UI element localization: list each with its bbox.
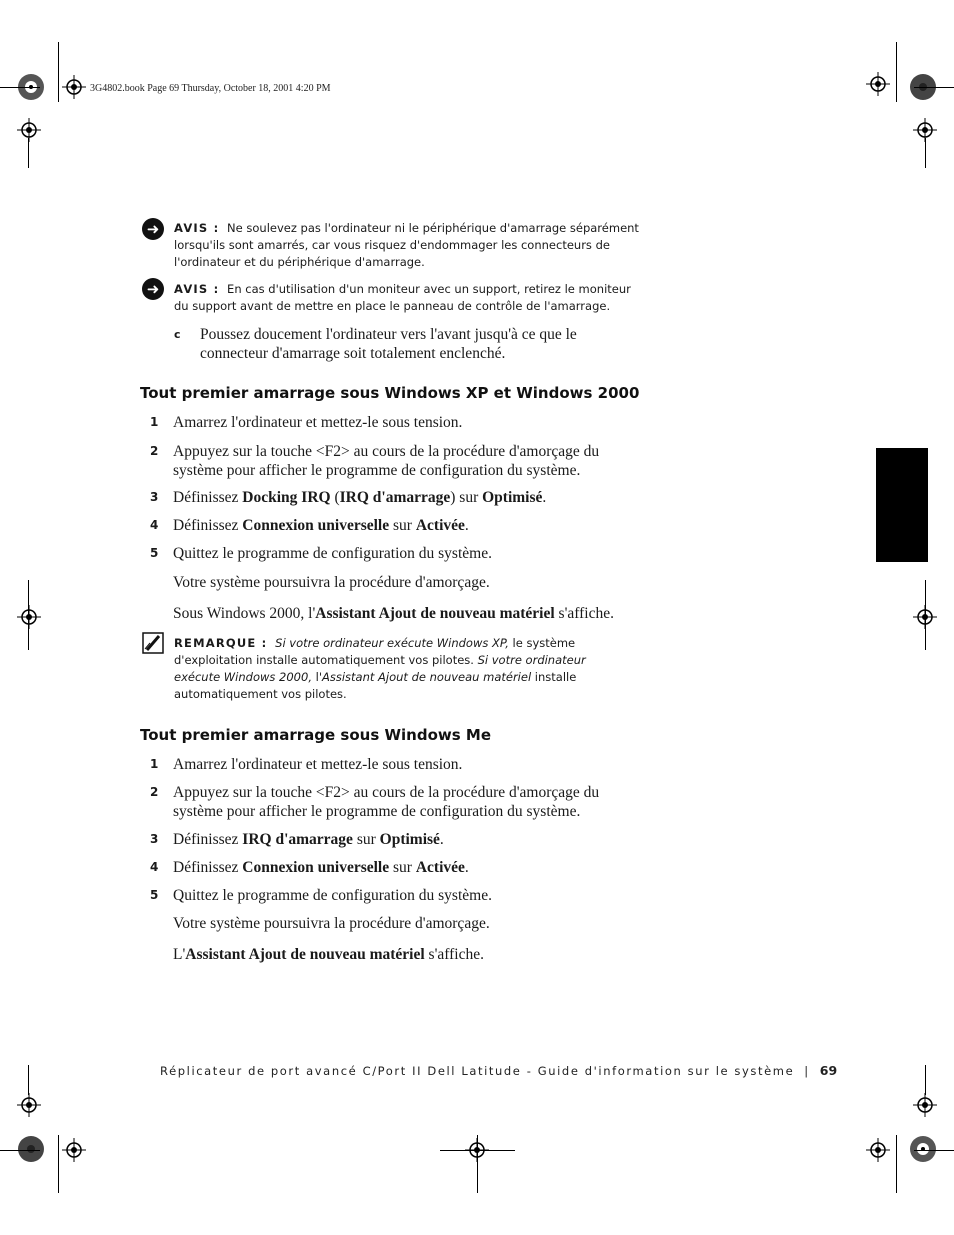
step-number: 1 [150, 757, 159, 771]
step-text-span: Quittez le programme de configuration du système. [173, 545, 492, 562]
step-bold: Docking IRQ [242, 489, 331, 506]
remark-text: le système d'exploitation installe automatiquement vos pilotes. [174, 636, 576, 667]
paragraph-span: s'affiche. [424, 946, 484, 963]
step-number: 5 [150, 546, 159, 560]
footer-title: Réplicateur de port avancé C/Port II Dell Latitude - Guide d'information sur le système [160, 1064, 795, 1078]
step-text [173, 830, 643, 849]
step-text-span: Définissez [173, 831, 243, 848]
paragraph-bold: Assistant Ajout de nouveau matériel [315, 605, 555, 622]
crop-line [925, 580, 926, 650]
step-text [173, 516, 643, 535]
remark-italic: Si votre ordinateur exécute Windows XP, [275, 636, 509, 650]
step-bold: IRQ d'amarrage [242, 831, 353, 848]
pencil-note-icon [142, 632, 164, 654]
step-number: 3 [150, 832, 159, 846]
paragraph-span: Sous Windows 2000, l' [173, 605, 316, 622]
step-letter: c [174, 328, 181, 341]
step-text-span: ( [330, 489, 340, 506]
arrow-right-circle-icon: ➜ [142, 278, 164, 300]
crop-line [914, 87, 954, 88]
notice-label: AVIS : [174, 282, 220, 296]
step-text-span: Quittez le programme de configuration du système. [173, 887, 492, 904]
step-text-span: . [464, 859, 469, 876]
step-number: 2 [150, 444, 159, 458]
crop-line [925, 1065, 926, 1095]
step-text [173, 783, 623, 821]
section-tab [876, 448, 928, 562]
step-bold: Activée [415, 859, 465, 876]
crosshair-target [913, 1093, 937, 1117]
paragraph-span: L' [173, 946, 186, 963]
step-text-span: Appuyez sur la touche <F2> au cours de la procédure d'amorçage du système pour afficher le programme de configuration du système. [173, 443, 600, 479]
section-heading: Tout premier amarrage sous Windows XP et Windows 2000 [140, 384, 640, 402]
step-text-span: Appuyez sur la touche <F2> au cours de la procédure d'amorçage du système pour afficher le programme de configuration du système. [173, 784, 600, 820]
remark-label: REMARQUE : [174, 636, 268, 650]
step-text-span: Définissez [173, 859, 243, 876]
paragraph [173, 604, 614, 623]
step-number: 1 [150, 415, 159, 429]
registration-mark-bottom-left [17, 1135, 45, 1163]
notice-1 [174, 220, 644, 271]
crosshair-target [17, 605, 41, 629]
remark-text: l' [311, 670, 322, 684]
notice-text: En cas d'utilisation d'un moniteur avec un support, retirez le moniteur du support avant de mettre en place le panneau de contrôle de l'amarrage. [174, 282, 631, 313]
registration-mark-bottom-right [909, 1135, 937, 1163]
step-text-span: Définissez [173, 489, 243, 506]
step-number: 3 [150, 490, 159, 504]
page-footer [160, 1063, 837, 1078]
crop-line [925, 138, 926, 168]
paragraph-bold: Assistant Ajout de nouveau matériel [185, 946, 425, 963]
step-text-span: . [542, 489, 547, 506]
step-bold: Connexion universelle [242, 859, 390, 876]
step-number: 2 [150, 785, 159, 799]
step-c-text: Poussez doucement l'ordinateur vers l'avant jusqu'à ce que le connecteur d'amarrage soit totalement enclenché. [200, 326, 577, 362]
paragraph [173, 945, 484, 964]
step-text-span: sur [352, 831, 380, 848]
step-number: 4 [150, 860, 159, 874]
remark-italic: Assistant Ajout de nouveau matériel [322, 670, 532, 684]
step-text-span: sur [389, 517, 416, 534]
step-bold: Optimisé [379, 831, 440, 848]
crosshair-target [62, 1138, 86, 1162]
crosshair-target [17, 118, 41, 142]
crop-line [477, 1135, 478, 1193]
footer-separator: | [804, 1064, 810, 1078]
crop-line [58, 42, 59, 102]
crop-line [896, 1135, 897, 1193]
step-bold: Optimisé [482, 489, 543, 506]
step-bold: IRQ d'amarrage [339, 489, 451, 506]
notice-2 [174, 281, 644, 315]
crop-line [28, 138, 29, 168]
notice-text: Ne soulevez pas l'ordinateur ni le périphérique d'amarrage séparément lorsqu'ils sont amarrés, car vous risquez d'endommager les connecteurs de l'ordinateur et du périphérique d'amarrage. [174, 221, 639, 269]
notice-label: AVIS : [174, 221, 220, 235]
step-text-span: ) sur [450, 489, 483, 506]
crop-line [896, 42, 897, 102]
step-number: 4 [150, 518, 159, 532]
step-text [173, 544, 643, 563]
crop-line [914, 1150, 954, 1151]
crop-line [58, 1135, 59, 1193]
paragraph: Votre système poursuivra la procédure d'amorçage. [173, 915, 490, 932]
step-text-span: . [439, 831, 444, 848]
step-text-span: Amarrez l'ordinateur et mettez-le sous tension. [173, 756, 463, 773]
crosshair-target [866, 72, 890, 96]
remark [174, 635, 594, 703]
step-text-span: Définissez [173, 517, 243, 534]
paragraph-span: s'affiche. [554, 605, 614, 622]
arrow-right-circle-icon: ➜ [142, 218, 164, 240]
crosshair-target [17, 1093, 41, 1117]
page-number: 69 [819, 1063, 838, 1078]
crosshair-target [62, 75, 86, 99]
step-number: 5 [150, 888, 159, 902]
crop-line [28, 580, 29, 650]
crop-line [0, 1150, 40, 1151]
step-text [173, 886, 643, 905]
remark-italic: Si votre ordinateur exécute Windows 2000, [174, 653, 586, 684]
step-text-span: Amarrez l'ordinateur et mettez-le sous tension. [173, 414, 463, 431]
step-text-span: sur [389, 859, 416, 876]
step-bold: Activée [415, 517, 465, 534]
section-heading: Tout premier amarrage sous Windows Me [140, 726, 491, 744]
step-text-span: . [464, 517, 469, 534]
step-text [173, 413, 643, 432]
step-bold: Connexion universelle [242, 517, 390, 534]
crosshair-target [866, 1138, 890, 1162]
remark-text: installe automatiquement vos pilotes. [174, 670, 577, 701]
step-text [173, 442, 623, 480]
step-text [173, 858, 643, 877]
crop-line [28, 1065, 29, 1095]
crop-line [0, 87, 40, 88]
paragraph: Votre système poursuivra la procédure d'amorçage. [173, 574, 490, 591]
step-text [173, 488, 643, 507]
step-text [173, 755, 643, 774]
book-header: 3G4802.book Page 69 Thursday, October 18, 2001 4:20 PM [90, 83, 331, 94]
